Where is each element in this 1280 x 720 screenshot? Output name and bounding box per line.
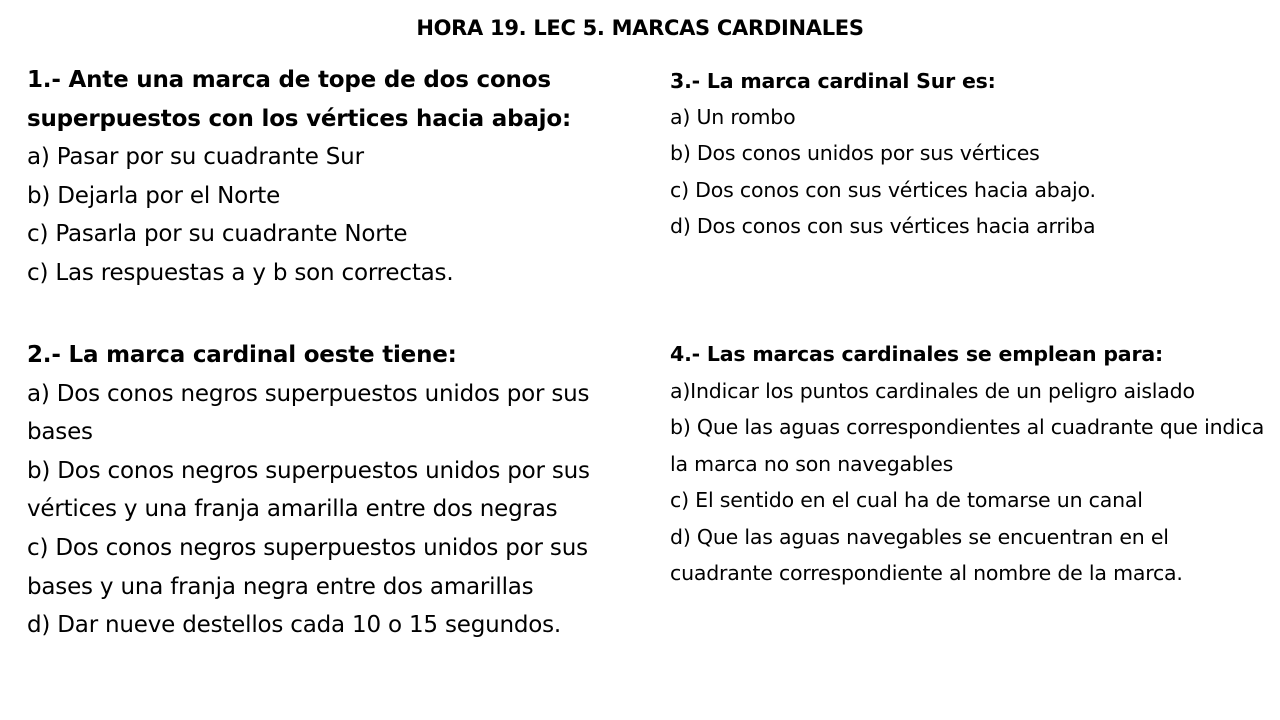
question-4-option-c: c) El sentido en el cual ha de tomarse un canal	[670, 488, 1143, 512]
question-2-option-a: a) Dos conos negros superpuestos unidos por sus bases	[27, 380, 590, 446]
question-1-heading: 1.- Ante una marca de tope de dos conos superpuestos con los vértices hacia abajo:	[27, 67, 571, 132]
question-1-option-b: b) Dejarla por el Norte	[27, 182, 281, 209]
question-3-options	[670, 99, 1270, 244]
question-4-heading: 4.- Las marcas cardinales se emplean para:	[670, 342, 1163, 366]
question-4-option-b: b) Que las aguas correspondientes al cuadrante que indica la marca no son navegables	[670, 415, 1265, 476]
question-4-options	[670, 373, 1270, 592]
question-3-option-a: a) Un rombo	[670, 105, 796, 130]
question-4-option-a: a)Indicar los puntos cardinales de un peligro aislado	[670, 378, 1195, 403]
question-4-option-d: d) Que las aguas navegables se encuentran en el cuadrante correspondiente al nombre de la marca.	[670, 524, 1183, 585]
question-3-option-b: b) Dos conos unidos por sus vértices	[670, 141, 1040, 166]
question-2-heading: 2.- La marca cardinal oeste tiene:	[27, 342, 457, 368]
question-2-option-c: c) Dos conos negros superpuestos unidos por sus bases y una franja negra entre dos amarillas	[27, 534, 588, 600]
question-3-heading: 3.- La marca cardinal Sur es:	[670, 69, 996, 93]
question-3-option-c: c) Dos conos con sus vértices hacia abajo.	[670, 177, 1096, 202]
question-1-option-c: c) Pasarla por su cuadrante Norte	[27, 221, 408, 247]
question-4	[670, 336, 1270, 592]
slide-title: HORA 19. LEC 5. MARCAS CARDINALES	[416, 16, 864, 40]
question-2-options	[27, 375, 652, 645]
question-3-option-d: d) Dos conos con sus vértices hacia arriba	[670, 213, 1096, 238]
question-1	[27, 61, 652, 292]
question-1-options	[27, 138, 652, 292]
question-3	[670, 63, 1270, 244]
question-2	[27, 336, 652, 645]
question-2-option-b: b) Dos conos negros superpuestos unidos por sus vértices y una franja amarilla entre dos negras	[27, 457, 590, 523]
question-1-option-d: c) Las respuestas a y b son correctas.	[27, 259, 454, 286]
question-1-option-a: a) Pasar por su cuadrante Sur	[27, 144, 364, 170]
question-2-option-d: d) Dar nueve destellos cada 10 o 15 segundos.	[27, 612, 562, 639]
